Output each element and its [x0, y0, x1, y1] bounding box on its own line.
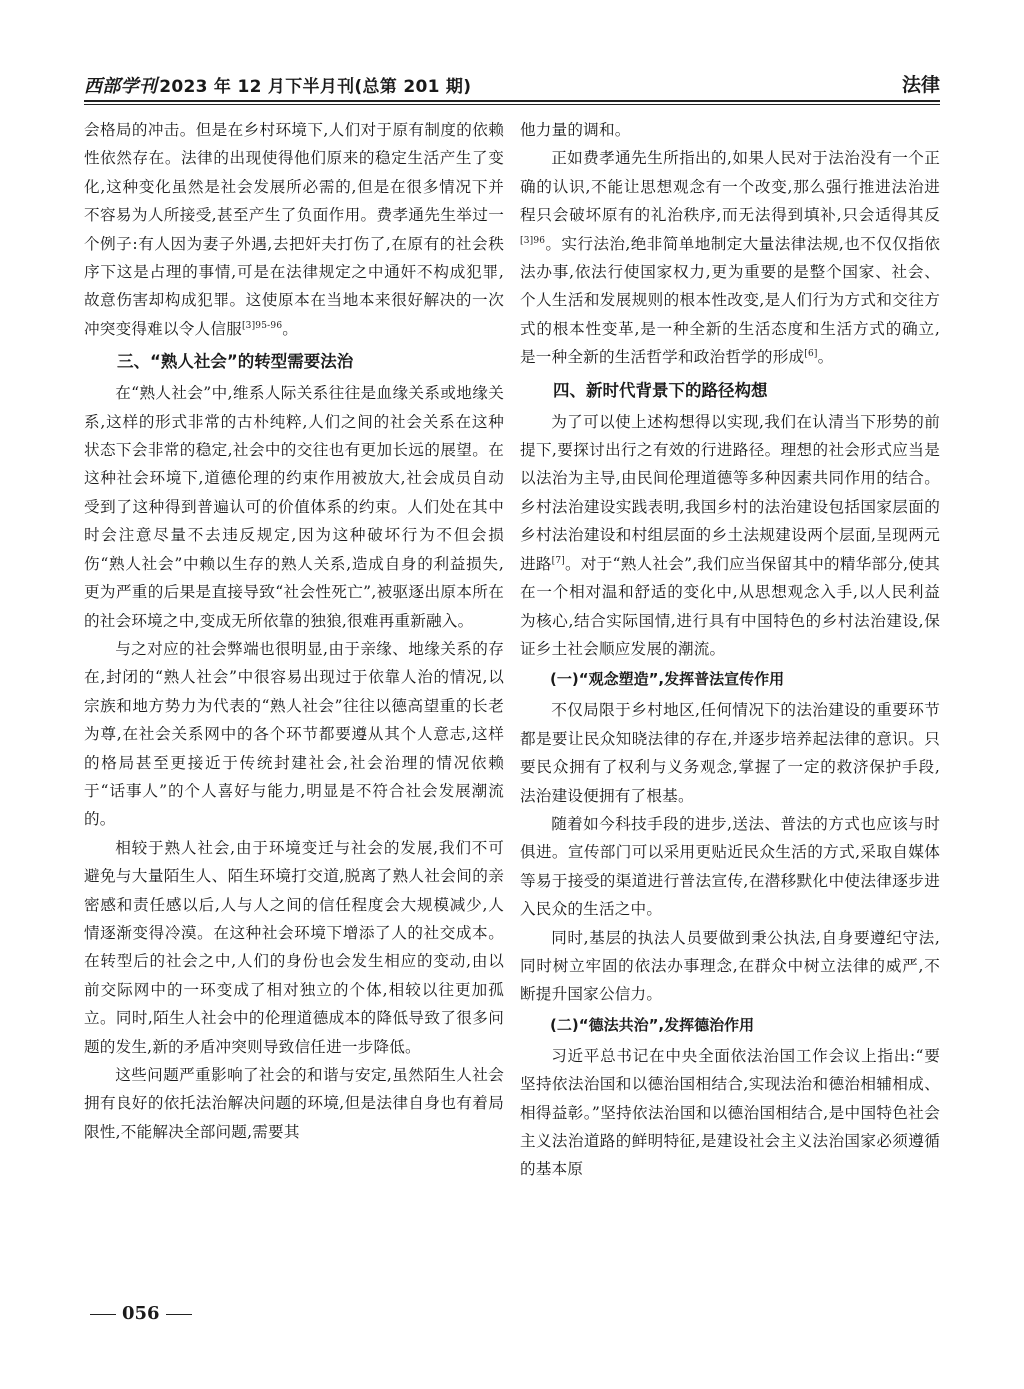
- page-number: 056: [122, 1303, 160, 1324]
- subsection-heading: (一)“观念塑造”,发挥普法宣传作用: [550, 670, 785, 689]
- issue-info: 2023 年 12 月下半月刊(总第 201 期): [159, 77, 472, 97]
- left-column: [84, 116, 504, 1146]
- journal-title: 西部学刊: [84, 76, 158, 97]
- journal-issue-line: [84, 72, 471, 98]
- paragraph: 随着如今科技手段的进步,送法、普法的方式也应该与时俱进。宣传部门可以采用更贴近民众生活的方式,采取自媒体等易于接受的渠道进行普法宣传,在潜移默化中使法律逐步进入民众的生活之中。: [520, 814, 940, 919]
- header-rule: [84, 100, 940, 105]
- right-column: [520, 116, 940, 1184]
- paragraph: 为了可以使上述构想得以实现,我们在认清当下形势的前提下,要探讨出行之有效的行进路径。理想的社会形式应当是以法治为主导,由民间伦理道德等多种因素共同作用的结合。乡村法治建设实践表明,我国乡村的法治建设包括国家层面的乡村法治建设和村组层面的乡土法规建设两个层面,呈现两元进路[7]。对于“熟人社会”,我们应当保留其中的精华部分,使其在一个相对温和舒适的变化中,从思想观念入手,以人民利益为核心,结合实际国情,进行具有中国特色的乡村法治建设,保证乡土社会顺应发展的潮流。: [520, 412, 940, 658]
- footer-dash-right: [166, 1314, 192, 1315]
- paragraph: 同时,基层的执法人员要做到秉公执法,自身要遵纪守法,同时树立牢固的依法办事理念,在群众中树立法律的威严,不断提升国家公信力。: [520, 928, 940, 1004]
- footer-dash-left: [90, 1314, 116, 1315]
- paragraph: 这些问题严重影响了社会的和谐与安定,虽然陌生人社会拥有良好的依托法治解决问题的环境,但是法律自身也有着局限性,不能解决全部问题,需要其: [84, 1066, 504, 1141]
- citation: [3]96: [520, 235, 546, 246]
- citation: [6]: [804, 349, 818, 360]
- citation: [7]: [551, 555, 566, 566]
- paragraph: 不仅局限于乡村地区,任何情况下的法治建设的重要环节都是要让民众知晓法律的存在,并逐步培养起法律的意识。只要民众拥有了权利与义务观念,掌握了一定的救济保护手段,法治建设便拥有了根基。: [520, 701, 940, 805]
- section-heading: 四、新时代背景下的路径构想: [553, 380, 768, 400]
- paragraph: 正如费孝通先生所指出的,如果人民对于法治没有一个正确的认识,不能让思想观念有一个改变,那么强行推进法治进程只会破坏原有的礼治秩序,而无法得到填补,只会适得其反$^{[3]96}$。实行法治,绝非简单地制定大量法律法规,也不仅仅指依法办事,依法行使国家权力,更为重要的是整个国家、社会、个人生活和发展规则的根本性改变,是人们行为方式和交往方式的根本性变革,是一种全新的生活态度和生活方式的确立,是一种全新的生活哲学和政治哲学的形成[6]。: [520, 149, 940, 367]
- paragraph: 相较于熟人社会,由于环境变迁与社会的发展,我们不可避免与大量陌生人、陌生环境打交道,脱离了熟人社会间的亲密感和责任感以后,人与人之间的信任程度会大规模减少,人情逐渐变得冷漠。在这种社会环境下增添了人的社交成本。在转型后的社会之中,人们的身份也会发生相应的变动,由以前交际网中的一环变成了相对独立的个体,相较以往更加孤立。同时,陌生人社会中的伦理道德成本的降低导致了很多问题的发生,新的矛盾冲突则导致信任进一步降低。: [84, 838, 504, 1056]
- paragraph: 他力量的调和。: [520, 121, 631, 139]
- citation: [3]95-96: [241, 320, 283, 331]
- paragraph: 会格局的冲击。但是在乡村环境下,人们对于原有制度的依赖性依然存在。法律的出现使得他们原来的稳定生活产生了变化,这种变化虽然是社会发展所必需的,但是在很多情况下并不容易为人所接受,甚至产生了负面作用。费孝通先生举过一个例子:有人因为妻子外遇,去把奸夫打伤了,在原有的社会秩序下这是占理的事情,可是在法律规定之中通奸不构成犯罪,故意伤害却构成犯罪。这使原本在当地本来很好解决的一次冲突变得难以令人信服$^{[3]95-96}$。: [84, 121, 504, 338]
- page-header: [84, 70, 940, 100]
- paragraph: 习近平总书记在中央全面依法治国工作会议上指出:“要坚持依法治国和以德治国相结合,实现法治和德治相辅相成、相得益彰。”坚持依法治国和以德治国相结合,是中国特色社会主义法治道路的鲜明特征,是建设社会主义法治国家必须遵循的基本原: [520, 1046, 940, 1179]
- paragraph: 在“熟人社会”中,维系人际关系往往是血缘关系或地缘关系,这样的形式非常的古朴纯粹,人们之间的社会关系在这种状态下会非常的稳定,社会中的交往也有更加长远的展望。在这种社会环境下,道德伦理的约束作用被放大,社会成员自动受到了这种得到普遍认可的价值体系的约束。人们处在其中时会注意尽量不去违反规定,因为这种破坏行为不但会损伤“熟人社会”中赖以生存的熟人关系,造成自身的利益损失,更为严重的后果是直接导致“社会性死亡”,被驱逐出原本所在的社会环境之中,变成无所依靠的独狼,很难再重新融入。: [84, 384, 504, 630]
- section-label: 法律: [901, 74, 940, 96]
- page-footer: [84, 1303, 198, 1324]
- subsection-heading: (二)“德法共治”,发挥德治作用: [550, 1015, 755, 1034]
- section-heading: 三、“熟人社会”的转型需要法治: [117, 352, 354, 372]
- paragraph: 与之对应的社会弊端也很明显,由于亲缘、地缘关系的存在,封闭的“熟人社会”中很容易出现过于依靠人治的情况,以宗族和地方势力为代表的“熟人社会”往往以德高望重的长老为尊,在社会关系网中的各个环节都要遵从其个人意志,这样的格局甚至更接近于传统封建社会,社会治理的情况依赖于“话事人”的个人喜好与能力,明显是不符合社会发展潮流的。: [84, 639, 504, 829]
